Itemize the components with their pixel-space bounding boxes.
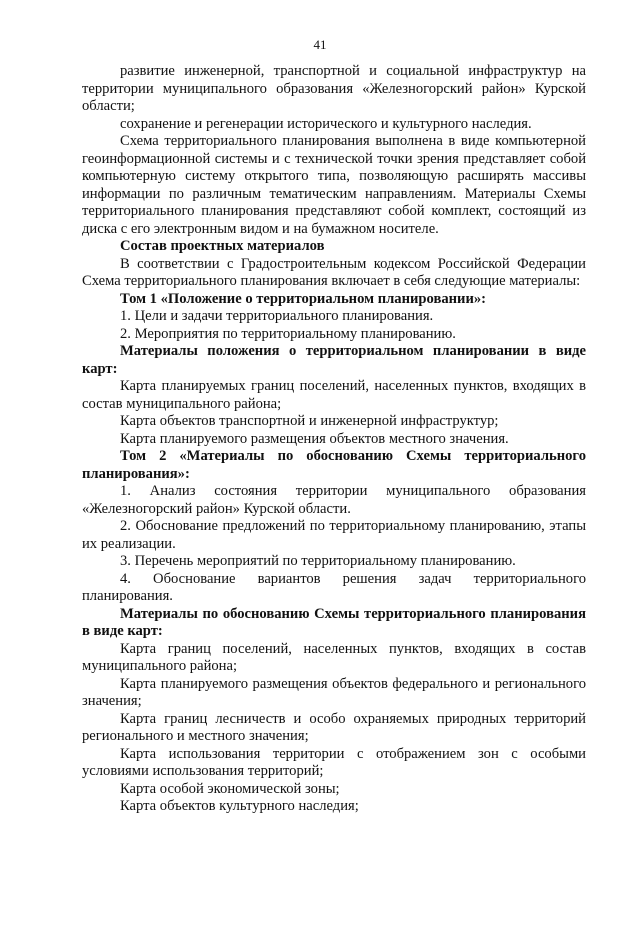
list-item: Карта границ лесничеств и особо охраняемых природных территорий регионального и местного значения; (82, 710, 586, 744)
list-item: Карта объектов транспортной и инженерной инфраструктур; (120, 413, 499, 429)
volume-heading: Том 2 «Материалы по обоснованию Схемы территориального планирования»: (82, 448, 586, 482)
section-heading: Состав проектных материалов (120, 238, 325, 254)
subsection-heading: Материалы по обоснованию Схемы территориального планирования в виде карт: (82, 605, 586, 639)
paragraph: сохранение и регенерации исторического и культурного наследия. (120, 115, 532, 132)
subsection-heading: Материалы положения о территориальном планировании в виде карт: (82, 343, 586, 377)
list-item: 4. Обоснование вариантов решения задач территориального планирования. (82, 570, 586, 604)
list-item: 1. Цели и задачи территориального планирования. (120, 308, 434, 324)
list-item: Карта особой экономической зоны; (120, 780, 340, 797)
list-item: 2. Обоснование предложений по территориальному планированию, этапы их реализации. (82, 518, 586, 552)
list-item: Карта планируемого размещения объектов федерального и регионального значения; (82, 675, 586, 709)
list-item: Карта объектов культурного наследия; (120, 798, 359, 814)
list-item: Карта планируемых границ поселений, населенных пунктов, входящих в состав муниципального района; (82, 378, 586, 412)
page-number: 41 (313, 37, 327, 52)
document-body (82, 63, 586, 816)
list-item: Карта границ поселений, населенных пунктов, входящих в состав муниципального района; (82, 640, 586, 674)
paragraph: Схема территориального планирования выполнена в виде компьютерной геоинформационной системы и с технической точки зрения представляет собой компьютерную систему открытого типа, позволяющую расширять массивы информации по различным тематическим направлениям. Материалы Схемы территориального планирования представляют собой комплект, состоящий из диска с его электронным видом и на бумажном носителе. (82, 133, 586, 237)
list-item: 3. Перечень мероприятий по территориальному планированию. (120, 553, 516, 569)
list-item: 1. Анализ состояния территории муниципального образования «Железногорский район» Курской области. (82, 483, 586, 517)
volume-heading: Том 1 «Положение о территориальном планировании»: (120, 290, 487, 307)
list-item: 2. Мероприятия по территориальному планированию. (120, 325, 456, 342)
paragraph: В соответствии с Градостроительным кодексом Российской Федерации Схема территориального планирования включает в себя следующие материалы: (82, 255, 586, 289)
paragraph: развитие инженерной, транспортной и социальной инфраструктур на территории муниципального образования «Железногорский район» Курской области; (82, 63, 586, 114)
list-item: Карта использования территории с отображением зон с особыми условиями использования территорий; (82, 745, 586, 779)
list-item: Карта планируемого размещения объектов местного значения. (120, 430, 509, 447)
